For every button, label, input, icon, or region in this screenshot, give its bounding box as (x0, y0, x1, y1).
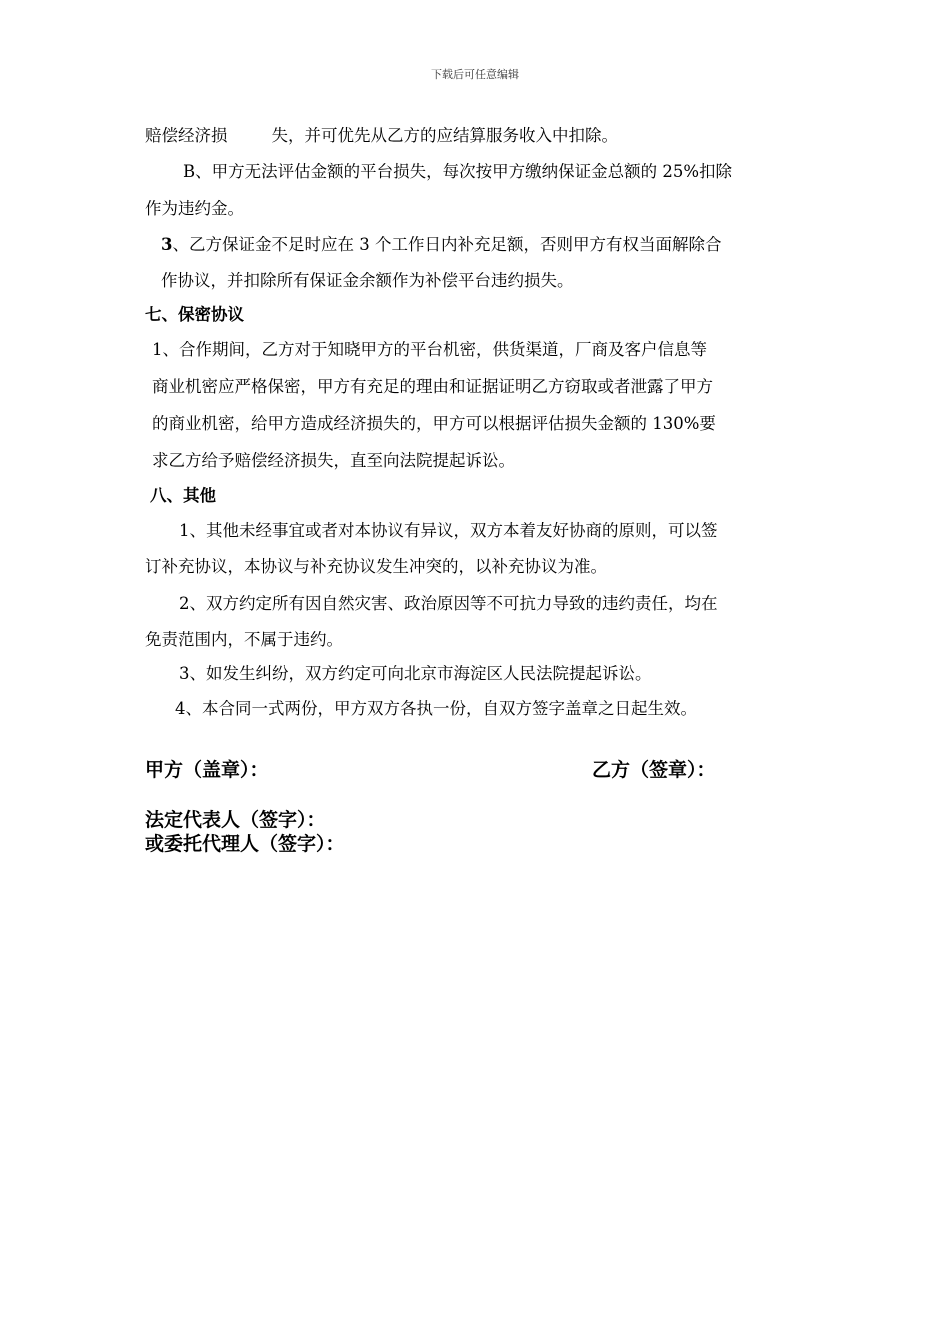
page-header: 下载后可任意编辑 (431, 68, 519, 81)
paragraph-line: 商业机密应严格保密，甲方有充足的理由和证据证明乙方窃取或者泄露了甲方 (152, 377, 713, 396)
paragraph-line: 的商业机密，给甲方造成经济损失的，甲方可以根据评估损失金额的 130%要 (152, 414, 716, 433)
paragraph-line: 订补充协议，本协议与补充协议发生冲突的，以补充协议为准。 (145, 557, 607, 576)
paragraph-line: B、甲方无法评估金额的平台损失，每次按甲方缴纳保证金总额的 25%扣除 (183, 162, 733, 181)
paragraph-line: 作协议，并扣除所有保证金余额作为补偿平台违约损失。 (161, 271, 574, 290)
paragraph-line-part: 赔偿经济损 (145, 126, 228, 145)
paragraph-line: 1、其他未经事宜或者对本协议有异议，双方本着友好协商的原则，可以签 (179, 521, 718, 540)
paragraph-line: 求乙方给予赔偿经济损失，直至向法院提起诉讼。 (152, 451, 515, 470)
authorized-agent-label: 或委托代理人（签字）： (145, 833, 345, 855)
paragraph-line: 2、双方约定所有因自然灾害、政治原因等不可抗力导致的违约责任，均在 (179, 594, 718, 613)
paragraph-line: 3、如发生纠纷，双方约定可向北京市海淀区人民法院提起诉讼。 (179, 664, 652, 683)
paragraph-line: 1、合作期间，乙方对于知晓甲方的平台机密，供货渠道，厂商及客户信息等 (152, 340, 707, 359)
paragraph-line: 免责范围内，不属于违约。 (145, 630, 343, 649)
section-heading-confidentiality: 七、保密协议 (145, 305, 244, 324)
paragraph-line (161, 235, 721, 255)
paragraph-line: 作为违约金。 (145, 199, 244, 218)
legal-representative-label: 法定代表人（签字）： (145, 809, 326, 831)
paragraph-line-part: 、乙方保证金不足时应在 3 个工作日内补充足额，否则甲方有权当面解除合 (172, 235, 722, 254)
clause-number: 3 (161, 235, 173, 254)
party-b-seal-label: 乙方（签章）： (592, 759, 716, 781)
section-heading-other: 八、其他 (150, 486, 216, 505)
paragraph-line (145, 126, 618, 146)
paragraph-line: 4、本合同一式两份，甲方双方各执一份，自双方签字盖章之日起生效。 (175, 699, 697, 718)
party-a-seal-label: 甲方（盖章）： (145, 759, 269, 781)
paragraph-line-part: 失，并可优先从乙方的应结算服务收入中扣除。 (271, 126, 618, 145)
